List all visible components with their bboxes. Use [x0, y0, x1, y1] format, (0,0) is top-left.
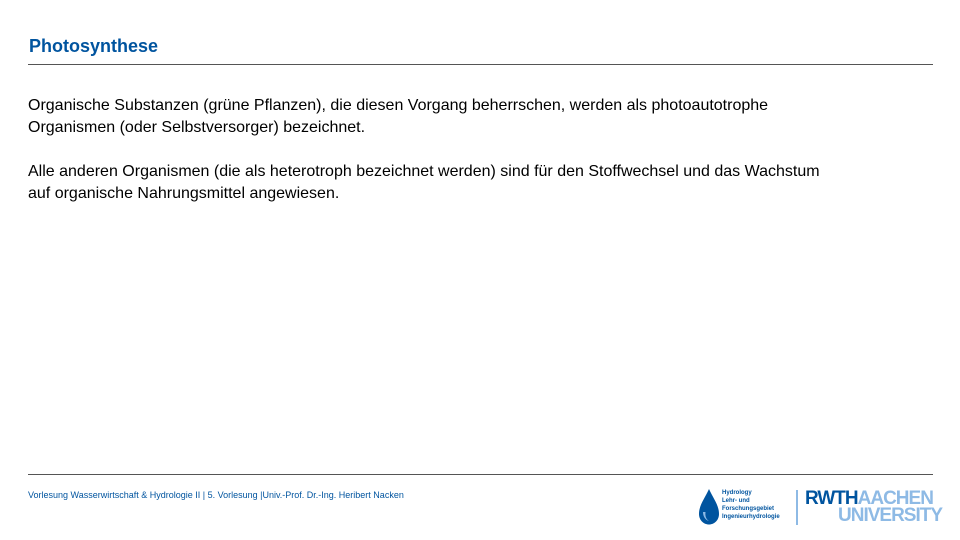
- rwth-logo-aachen: AACHEN: [857, 488, 933, 509]
- slide-title: Photosynthese: [29, 36, 159, 56]
- paragraph-1-line-1: Organische Substanzen (grüne Pflanzen), die diesen Vorgang beherrschen, werden als photoautotrophe: [28, 97, 769, 114]
- rwth-logo-university: UNIVERSITY: [838, 505, 943, 526]
- rwth-aachen-university-logo: [805, 488, 943, 527]
- water-drop-icon: [698, 488, 720, 526]
- paragraph-2-line-2: auf organische Nahrungsmittel angewiesen.: [28, 185, 340, 202]
- slide-body: [28, 95, 928, 205]
- hydrology-logo-line-2: Lehr- und: [722, 498, 750, 504]
- paragraph-2: [28, 161, 928, 205]
- rwth-logo-rwth: RWTH: [805, 488, 858, 509]
- hydrology-logo-text: [722, 489, 780, 521]
- hydrology-logo-line-3: Forschungsgebiet: [722, 506, 775, 512]
- hydrology-logo: [698, 488, 788, 526]
- title-divider: [28, 64, 933, 65]
- hydrology-logo-line-1: Hydrology: [722, 490, 752, 496]
- paragraph-1-line-2: Organismen (oder Selbstversorger) bezeichnet.: [28, 119, 366, 136]
- footer-divider: [28, 474, 933, 475]
- logo-divider: [796, 490, 798, 525]
- paragraph-2-line-1: Alle anderen Organismen (die als heterotroph bezeichnet werden) sind für den Stoffwechsel und das Wachstum: [28, 163, 820, 180]
- footer-text: Vorlesung Wasserwirtschaft & Hydrologie II | 5. Vorlesung |Univ.-Prof. Dr.-Ing. Heribert Nacken: [28, 490, 404, 500]
- hydrology-logo-line-4: Ingenieurhydrologie: [722, 514, 780, 520]
- paragraph-1: [28, 95, 928, 139]
